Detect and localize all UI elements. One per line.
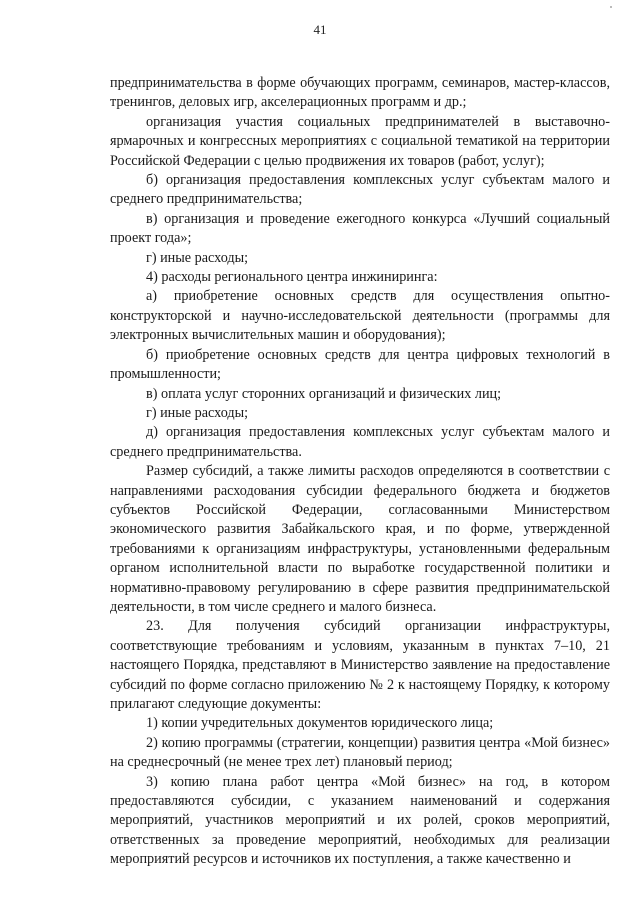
paragraph: предпринимательства в форме обучающих программ, семинаров, мастер-классов, тренингов, деловых игр, акселерационных программ и др.; [110,75,610,111]
paragraph: б) приобретение основных средств для центра цифровых технологий в промышленности; [110,346,610,383]
paragraph: организация участия социальных предпринимателей в выставочно-ярмарочных и конгрессных мероприятиях с социальной тематикой на территории Российской Федерации с целью продвижения их товаров (работ, услуг); [110,113,610,169]
document-body [110,74,610,870]
paragraph: б) организация предоставления комплексных услуг субъектам малого и среднего предпринимательства; [110,172,610,208]
paragraph: 23. Для получения субсидий организации инфраструктуры, соответствующие требованиям и условиям, указанным в пунктах 7–10, 21 настоящего Порядка, представляют в Министерство заявление на предоставление субсидий по форме согласно приложению № 2 к настоящему Порядку, к которому прилагают следующие документы: [110,618,610,712]
page-number: 41 [313,22,327,37]
paragraph: 3) копию плана работ центра «Мой бизнес» на год, в котором предоставляются субсидии, с указанием наименований и содержания мероприятий, участников мероприятий и их ролей, сроков мероприятий, ответственных за проведение мероприятий, необходимых для реализации мероприятий ресурсов и источников их поступления, а также качественно и [110,773,610,868]
paragraph: 2) копию программы (стратегии, концепции) развития центра «Мой бизнес» на среднесрочный (не менее трех лет) плановый период; [110,734,610,771]
paragraph: в) организация и проведение ежегодного конкурса «Лучший социальный проект года»; [110,210,610,247]
paragraph: 1) копии учредительных документов юридического лица; [146,715,494,732]
paragraph: г) иные расходы; [146,404,249,421]
paragraph: 4) расходы регионального центра инжиниринга: [146,269,438,286]
paragraph: Размер субсидий, а также лимиты расходов определяются в соответствии с направлениями расходования субсидии федерального бюджета и бюджетов субъектов Российской Федерации, согласованными Министерством экономического развития Забайкальского края, и по форме, утвержденной требованиями к организациям инфраструктуры, установленными федеральным органом исполнительной власти по выработке государственной политики и нормативно-правовому регулированию в сфере развития предпринимательской деятельности, в том числе среднего и малого бизнеса. [110,463,610,615]
paragraph: в) оплата услуг сторонних организаций и физических лиц; [146,385,502,402]
paragraph: а) приобретение основных средств для осуществления опытно-конструкторской и научно-исследовательской деятельности (программы для электронных вычислительных машин и оборудования); [110,288,610,344]
paragraph: г) иные расходы; [146,249,249,266]
scan-artifact-dot [610,6,612,8]
paragraph: д) организация предоставления комплексных услуг субъектам малого и среднего предпринимательства. [110,424,610,460]
